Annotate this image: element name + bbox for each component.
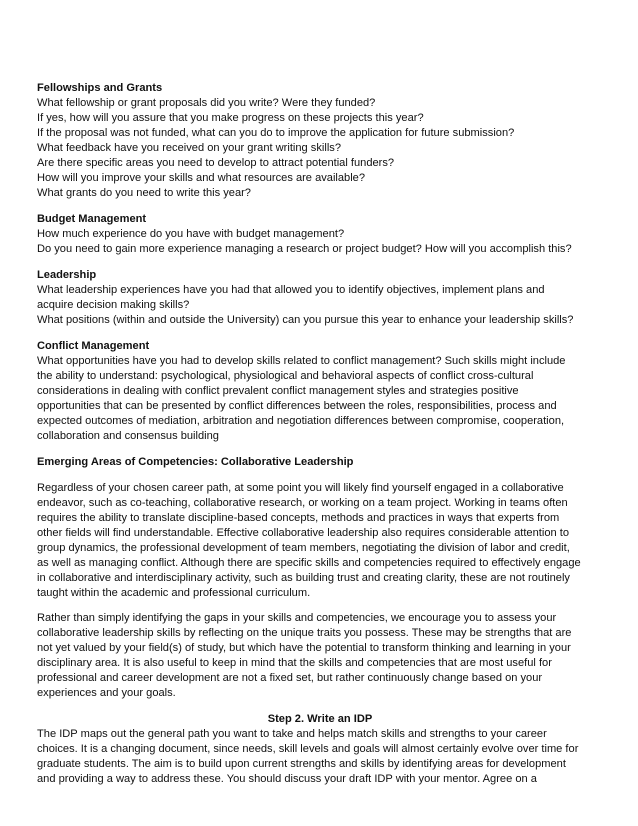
- text-line: and providing a way to address these. You should discuss your draft IDP with your mentor. Agree on a: [37, 773, 537, 785]
- text-line: as well as managing conflict. Although there are specific skills and competencies required to effectively engage: [37, 557, 581, 569]
- text-line: Rather than simply identifying the gaps in your skills and competencies, we encourage you to assess your: [37, 612, 557, 624]
- text-line: Do you need to gain more experience managing a research or project budget? How will you accomplish this?: [37, 243, 572, 255]
- text-line: professional and career development are not a fixed set, but rather continuously change based on your: [37, 672, 543, 684]
- text-line: The IDP maps out the general path you want to take and helps match skills and strengths to your career: [37, 728, 547, 740]
- leadership-section: [37, 268, 603, 328]
- text-line: group dynamics, the professional development of team members, negotiating the division of labor and credit,: [37, 542, 570, 554]
- paragraph: [37, 481, 603, 601]
- section-heading: Budget Management: [37, 213, 147, 225]
- text-line: If yes, how will you assure that you make progress on these projects this year?: [37, 112, 424, 124]
- section-heading: Leadership: [37, 269, 97, 281]
- text-line: the ability to understand: psychological, physiological and behavioral aspects of conflict cross-cultural: [37, 370, 534, 382]
- paragraph: [37, 611, 603, 701]
- section-heading: Fellowships and Grants: [37, 82, 163, 94]
- text-line: collaborative leadership skills by reflecting on the unique traits you possess. These may be strengths that are: [37, 627, 572, 639]
- text-line: Are there specific areas you need to develop to attract potential funders?: [37, 157, 395, 169]
- emerging-section: [37, 455, 603, 701]
- budget-section: [37, 212, 603, 257]
- text-line: not yet valued by your field(s) of study, but which have the potential to transform thinking and learning in your: [37, 642, 571, 654]
- section-heading: Conflict Management: [37, 340, 150, 352]
- text-line: How will you improve your skills and what resources are available?: [37, 172, 366, 184]
- text-line: What leadership experiences have you had that allowed you to identify objectives, implement plans and: [37, 284, 545, 296]
- text-line: in collaborative and interdisciplinary activity, such as building trust and creating clarity, these are not routinely: [37, 572, 570, 584]
- text-line: What positions (within and outside the University) can you pursue this year to enhance your leadership skills?: [37, 314, 574, 326]
- text-line: considerations in dealing with conflict prevalent conflict management styles and strategies positive: [37, 385, 519, 397]
- step2-section: [37, 712, 603, 787]
- text-line: How much experience do you have with budget management?: [37, 228, 345, 240]
- fellowships-section: [37, 81, 603, 201]
- text-line: requires the ability to translate discipline-based concepts, methods and practices in ways that experts from: [37, 512, 560, 524]
- text-line: Regardless of your chosen career path, at some point you will likely find yourself engaged in a collaborative: [37, 482, 564, 494]
- text-line: expected outcomes of mediation, arbitration and negotiation differences between compromise, cooperation,: [37, 415, 565, 427]
- text-line: endeavor, such as co-teaching, collaborative research, or working on a team project. Working in teams often: [37, 497, 568, 509]
- text-line: graduate students. The aim is to build upon current strengths and skills by identifying areas for development: [37, 758, 566, 770]
- text-line: acquire decision making skills?: [37, 299, 190, 311]
- text-line: choices. It is a changing document, since needs, skill levels and goals will almost certainly evolve over time for: [37, 743, 579, 755]
- text-line: If the proposal was not funded, what can you do to improve the application for future submission?: [37, 127, 515, 139]
- text-line: experiences and your goals.: [37, 687, 176, 699]
- text-line: What opportunities have you had to develop skills related to conflict management? Such skills might include: [37, 355, 566, 367]
- section-heading: Emerging Areas of Competencies: Collaborative Leadership: [37, 456, 354, 468]
- document-page: [37, 81, 603, 798]
- text-line: What fellowship or grant proposals did you write? Were they funded?: [37, 97, 376, 109]
- text-line: What grants do you need to write this year?: [37, 187, 251, 199]
- text-line: opportunities that can be presented by conflict differences between the roles, responsibilities, process and: [37, 400, 557, 412]
- step-heading: Step 2. Write an IDP: [267, 713, 373, 725]
- text-line: disciplinary area. It is also useful to keep in mind that the skills and competencies that are most useful for: [37, 657, 552, 669]
- text-line: collaboration and consensus building: [37, 430, 219, 442]
- text-line: What feedback have you received on your grant writing skills?: [37, 142, 342, 154]
- conflict-section: [37, 339, 603, 444]
- text-line: other fields will find understandable. Effective collaborative leadership also requires considerable attention to: [37, 527, 569, 539]
- text-line: taught within the academic and professional curriculum.: [37, 587, 311, 599]
